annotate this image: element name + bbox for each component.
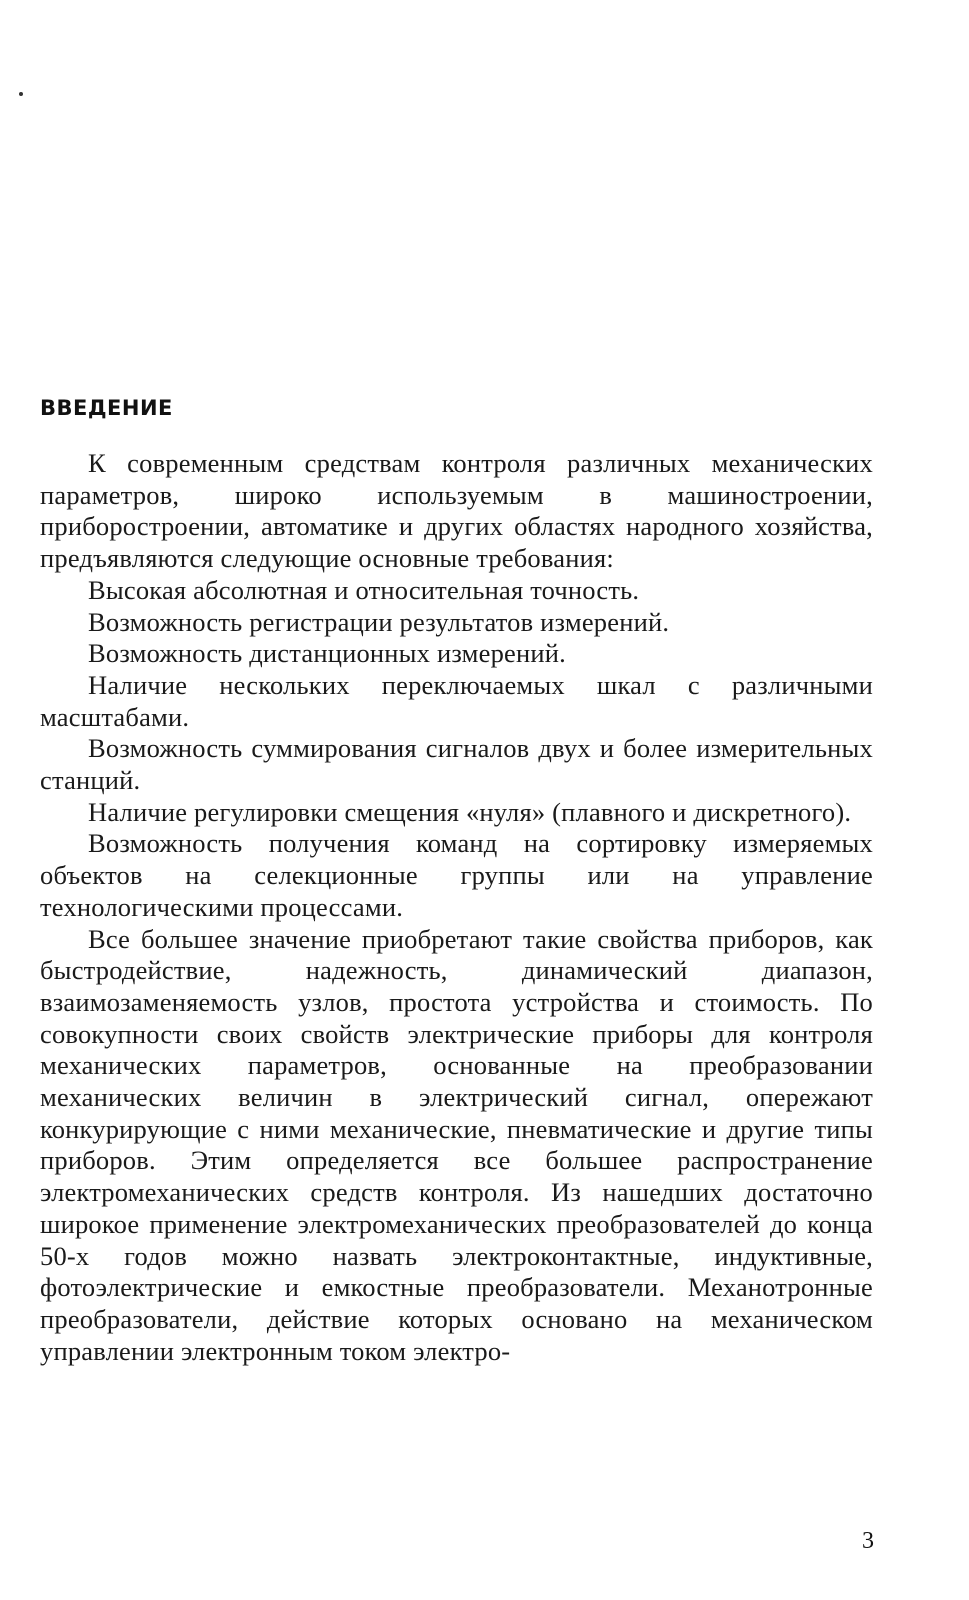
page-number: 3 xyxy=(862,1528,874,1554)
paragraph-requirement-6: Наличие регулировки смещения «нуля» (плавного и дискретного). xyxy=(88,796,852,827)
paragraph-requirement-2: Возможность регистрации результатов измерений. xyxy=(88,606,670,637)
paragraph-requirement-1: Высокая абсолютная и относительная точность. xyxy=(88,574,640,605)
paragraph-intro: К современным средствам контроля различных механических параметров, широко используемым в машиностроении, приборостроении, автоматике и других областях народного хозяйства, предъявляются следующие основные требования: xyxy=(40,448,873,574)
paragraph-requirement-4: Наличие нескольких переключаемых шкал с различными масштабами. xyxy=(40,669,873,732)
section-heading: ВВЕДЕНИЕ xyxy=(40,396,173,420)
body-text xyxy=(40,448,873,1367)
paragraph-requirement-7: Возможность получения команд на сортировку измеряемых объектов на селекционные группы или на управление технологическими процессами. xyxy=(40,828,873,922)
paragraph-properties: Все большее значение приобретают такие свойства приборов, как быстродействие, надежность, динамический диапазон, взаимозаменяемость узлов, простота устройства и стоимость. По совокупности своих свойств электрические приборы для контроля механических параметров, основанные на преобразовании механических величин в электрический сигнал, опережают конкурирующие с ними механические, пневматические и другие типы приборов. Этим определяется все большее распространение электромеханических средств контроля. Из нашедших достаточно широкое применение электромеханических преобразователей до конца 50-х годов можно назвать электроконтактные, индуктивные, фотоэлектрические и емкостные преобразователи. Механотронные преобразователи, действие которых основано на механическом управлении электронным током электро- xyxy=(40,923,873,1366)
paragraph-requirement-3: Возможность дистанционных измерений. xyxy=(88,638,566,669)
paragraph-requirement-5: Возможность суммирования сигналов двух и более измерительных станций. xyxy=(40,733,873,796)
stray-mark xyxy=(19,92,23,96)
